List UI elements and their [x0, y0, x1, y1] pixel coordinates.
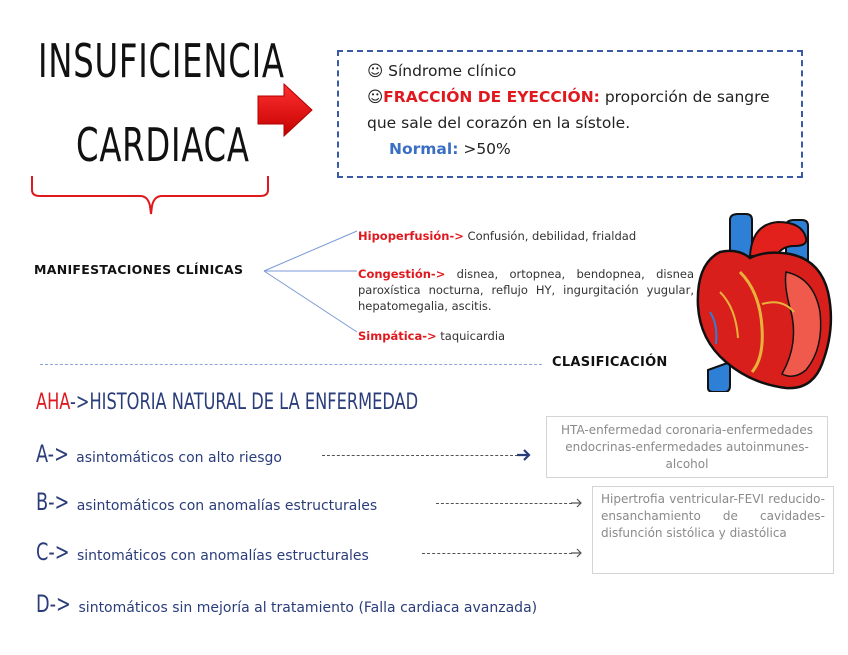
stage-c-connector [422, 553, 572, 554]
manifestations-connector-lines [262, 226, 362, 338]
definition-box [337, 50, 803, 178]
stage-a-letter: A-> [36, 440, 69, 468]
arrow-right-icon [570, 547, 584, 559]
smiley-icon: ☺ [367, 88, 384, 106]
smiley-icon: ☺ [367, 62, 384, 80]
sympathetic-row: Simpática-> taquicardia [358, 329, 506, 343]
congestion-label: Congestión-> [358, 267, 446, 281]
sympathetic-label: Simpática-> [358, 329, 437, 343]
stage-b-letter: B-> [36, 488, 70, 516]
stage-b-row [36, 488, 377, 516]
arrow-right-icon [516, 448, 532, 462]
normal-value: >50% [463, 140, 511, 158]
stage-a-causes-box: HTA-enfermedad coronaria-enfermedades endocrinas-enfermedades autoinmunes-alcohol [546, 416, 828, 478]
title-line-1: INSUFICIENCIA [38, 34, 285, 88]
hypoperfusion-label: Hipoperfusión-> [358, 229, 464, 243]
hypoperfusion-row: Hipoperfusión-> Confusión, debilidad, frialdad [358, 229, 637, 243]
heart-illustration [690, 212, 838, 392]
stage-c-text: sintomáticos con anomalías estructurales [76, 548, 369, 564]
definition-item-2 [353, 84, 787, 136]
stage-a-connector [322, 455, 518, 456]
classification-divider [40, 364, 542, 365]
congestion-row: Congestión-> disnea, ortopnea, bendopnea, disnea paroxística nocturna, reflujo HY, ingurgitación yugular, hepatomegalia, ascitis. [358, 267, 694, 313]
manifestations-label: MANIFESTACIONES CLÍNICAS [34, 262, 244, 277]
ejection-fraction-text: proporción de sangre que sale del corazón en la sístole. [367, 88, 770, 132]
stage-c-letter: C-> [36, 538, 70, 566]
arrow-right-icon [256, 82, 316, 138]
stage-d-row [36, 590, 537, 618]
stage-b-text: asintomáticos con anomalías estructurales [76, 498, 378, 514]
ejection-fraction-label: FRACCIÓN DE EYECCIÓN: [383, 88, 600, 106]
aha-subtitle: ->HISTORIA NATURAL DE LA ENFERMEDAD [70, 390, 419, 415]
title-line-2: CARDIACA [76, 118, 250, 172]
stage-bc-causes-box: Hipertrofia ventricular-FEVI reducido-ensanchamiento de cavidades-disfunción sistólica y diastólica [592, 486, 834, 574]
aha-heading [36, 390, 418, 415]
arrow-right-icon [570, 497, 584, 509]
definition-item-1: ☺ Síndrome clínico [367, 62, 517, 80]
stage-b-connector [436, 503, 572, 504]
classification-heading: CLASIFICACIÓN [552, 355, 668, 370]
stage-d-text: sintomáticos sin mejoría al tratamiento (Falla cardiaca avanzada) [78, 600, 538, 616]
stage-a-row [36, 440, 282, 468]
stage-c-row [36, 538, 369, 566]
stage-d-letter: D-> [36, 590, 71, 618]
normal-value-row [353, 136, 787, 162]
aha-label: AHA [36, 390, 71, 415]
stage-a-text: asintomáticos con alto riesgo [76, 450, 282, 466]
title-bracket [28, 172, 273, 216]
normal-label: Normal: [389, 140, 459, 158]
